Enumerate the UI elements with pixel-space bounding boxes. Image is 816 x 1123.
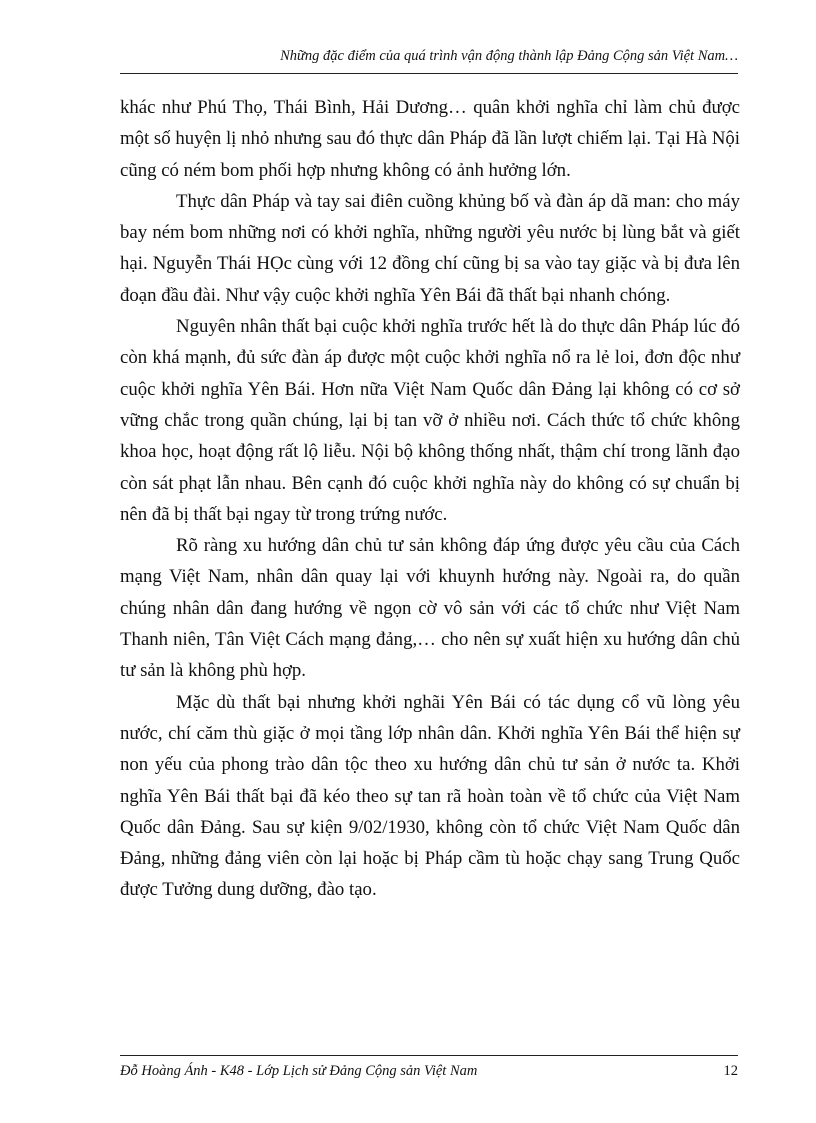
page-body bbox=[120, 92, 740, 906]
page-number: 12 bbox=[723, 1063, 738, 1079]
running-header: Những đặc điểm của quá trình vận động thành lập Đảng Cộng sản Việt Nam… bbox=[280, 48, 738, 64]
paragraph-3: Nguyên nhân thất bại cuộc khởi nghĩa trước hết là do thực dân Pháp lúc đó còn khá mạnh, đủ sức đàn áp được một cuộc khởi nghĩa nổ ra lẻ loi, đơn độc như cuộc khởi nghĩa Yên Bái. Hơn nữa Việt Nam Quốc dân Đảng lại không có cơ sở vững chắc trong quần chúng, lại bị tan vỡ ở nhiều nơi. Cách thức tổ chức không khoa học, hoạt động rất lộ liễu. Nội bộ không thống nhất, thậm chí trong lãnh đạo còn sát phạt lẫn nhau. Bên cạnh đó cuộc khởi nghĩa này do không có sự chuẩn bị nên đã bị thất bại ngay từ trong trứng nước. bbox=[120, 316, 740, 525]
header-divider bbox=[120, 73, 738, 74]
footer-author: Đỗ Hoàng Ánh - K48 - Lớp Lịch sử Đảng Cộng sản Việt Nam bbox=[120, 1063, 478, 1079]
paragraph-4: Rõ ràng xu hướng dân chủ tư sản không đáp ứng được yêu cầu của Cách mạng Việt Nam, nhân dân quay lại với khuynh hướng này. Ngoài ra, do quần chúng nhân dân đang hướng về ngọn cờ vô sản với các tổ chức như Việt Nam Thanh niên, Tân Việt Cách mạng đảng,… cho nên sự xuất hiện xu hướng dân chủ tư sản là không phù hợp. bbox=[120, 535, 740, 682]
paragraph-5: Mặc dù thất bại nhưng khởi nghãi Yên Bái có tác dụng cổ vũ lòng yêu nước, chí căm thù giặc ở mọi tầng lớp nhân dân. Khởi nghĩa Yên Bái thể hiện sự non yếu của phong trào dân tộc theo xu hướng dân chủ tư sản ở nước ta. Khởi nghĩa Yên Bái thất bại đã kéo theo sự tan rã hoàn toàn về tổ chức của Việt Nam Quốc dân Đảng. Sau sự kiện 9/02/1930, không còn tổ chức Việt Nam Quốc dân Đảng, những đảng viên còn lại hoặc bị Pháp cầm tù hoặc chạy sang Trung Quốc được Tưởng dung dưỡng, đào tạo. bbox=[120, 691, 740, 901]
footer-divider bbox=[120, 1055, 738, 1056]
paragraph-1: khác như Phú Thọ, Thái Bình, Hải Dương… quân khởi nghĩa chỉ làm chủ được một số huyện lị nhỏ nhưng sau đó thực dân Pháp đã lần lượt chiếm lại. Tại Hà Nội cũng có ném bom phối hợp nhưng không có ảnh hưởng lớn. bbox=[120, 97, 740, 181]
paragraph-2: Thực dân Pháp và tay sai điên cuồng khủng bố và đàn áp dã man: cho máy bay ném bom những nơi có khởi nghĩa, những người yêu nước bị lùng bắt và giết hại. Nguyễn Thái HỌc cùng với 12 đồng chí cũng bị sa vào tay giặc và bị đưa lên đoạn đầu đài. Như vậy cuộc khởi nghĩa Yên Bái đã thất bại nhanh chóng. bbox=[120, 190, 740, 306]
